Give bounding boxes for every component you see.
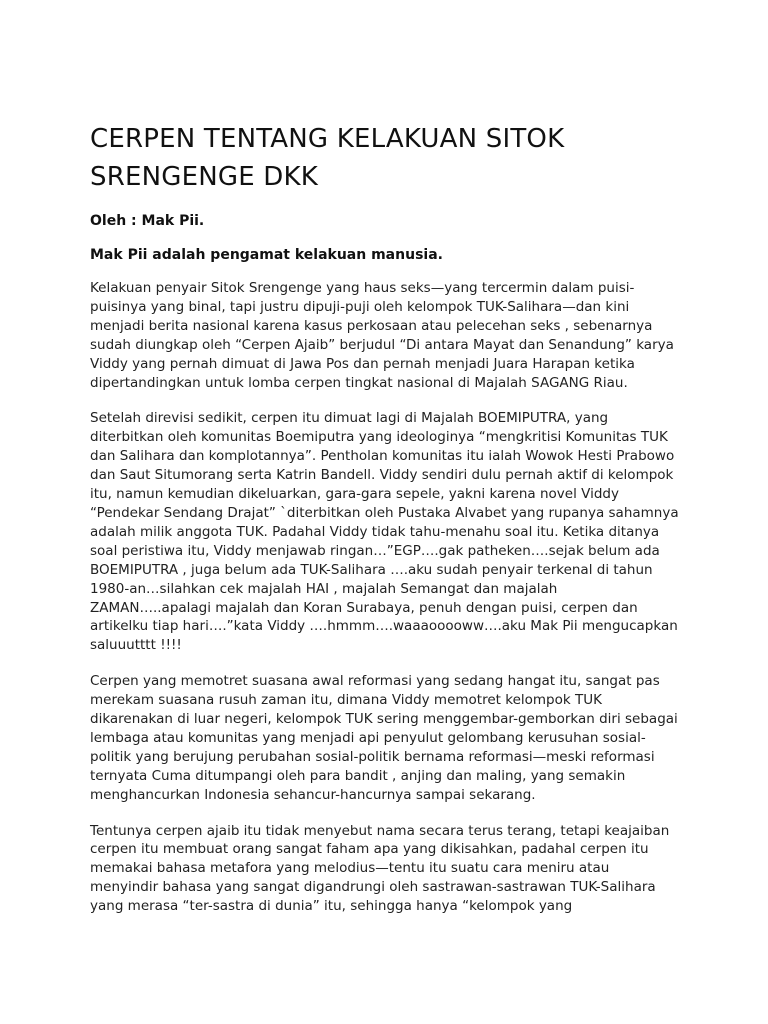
body-paragraph: Cerpen yang memotret suasana awal reformasi yang sedang hangat itu, sangat pas merekam suasana rusuh zaman itu, dimana Viddy memotret kelompok TUK dikarenakan di luar negeri, kelompok TUK sering menggembar-gemborkan diri sebagai lembaga atau komunitas yang menjadi api penyulut gelombang kerusuhan sosial-politik yang berujung perubahan sosial-politik bernama reformasi—meski reformasi ternyata Cuma ditumpangi oleh para bandit , anjing dan maling, yang semakin menghancurkan Indonesia sehancur-hancurnya sampai sekarang. [90,673,678,803]
body-paragraph: Setelah direvisi sedikit, cerpen itu dimuat lagi di Majalah BOEMIPUTRA, yang diterbitkan oleh komunitas Boemiputra yang ideologinya “mengkritisi Komunitas TUK dan Salihara dan komplotannya”. Pentholan komunitas itu ialah Wowok Hesti Prabowo dan Saut Situmorang serta Katrin Bandell. Viddy sendiri dulu pernah aktif di kelompok itu, namun kemudian dikeluarkan, gara-gara sepele, yakni karena novel Viddy “Pendekar Sendang Drajat” `diterbitkan oleh Pustaka Alvabet yang rupanya sahamnya adalah milik anggota TUK. Padahal Viddy tidak tahu-menahu soal itu. Ketika ditanya soal peristiwa itu, Viddy menjawab ringan…”EGP….gak patheken….sejak belum ada BOEMIPUTRA , juga belum ada TUK-Salihara ….aku sudah penyair terkenal di tahun 1980-an…silahkan cek majalah HAI , majalah Semangat dan majalah ZAMAN…..apalagi majalah dan Koran Surabaya, penuh dengan puisi, cerpen dan artikelku tiap hari….”kata Viddy ….hmmm….waaaooooww….aku Mak Pii mengucapkan saluuutttt !!!! [90,410,679,654]
body-paragraph: Tentunya cerpen ajaib itu tidak menyebut nama secara terus terang, tetapi keajaiban cerpen itu membuat orang sangat faham apa yang dikisahkan, padahal cerpen itu memakai bahasa metafora yang melodius—tentu itu suatu cara meniru atau menyindir bahasa yang sangat digandrungi oleh sastrawan-sastrawan TUK-Salihara yang merasa “ter-sastra di dunia” itu, sehingga hanya “kelompok yang [90,822,670,915]
body-paragraph: Kelakuan penyair Sitok Srengenge yang haus seks—yang tercermin dalam puisi-puisinya yang binal, tapi justru dipuji-puji oleh kelompok TUK-Salihara—dan kini menjadi berita nasional karena kasus perkosaan atau pelecehan seks , sebenarnya sudah diungkap oleh “Cerpen Ajaib” berjudul “Di antara Mayat dan Senandung” karya Viddy yang pernah dimuat di Jawa Pos dan pernah menjadi Juara Harapan ketika dipertandingkan untuk lomba cerpen tingkat nasional di Majalah SAGANG Riau. [90,280,674,391]
author-line: Oleh : Mak Pii. [90,213,205,229]
document-page [90,120,680,916]
author-note: Mak Pii adalah pengamat kelakuan manusia. [90,247,443,263]
page-title: CERPEN TENTANG KELAKUAN SITOK SRENGENGE DKK [90,124,565,192]
